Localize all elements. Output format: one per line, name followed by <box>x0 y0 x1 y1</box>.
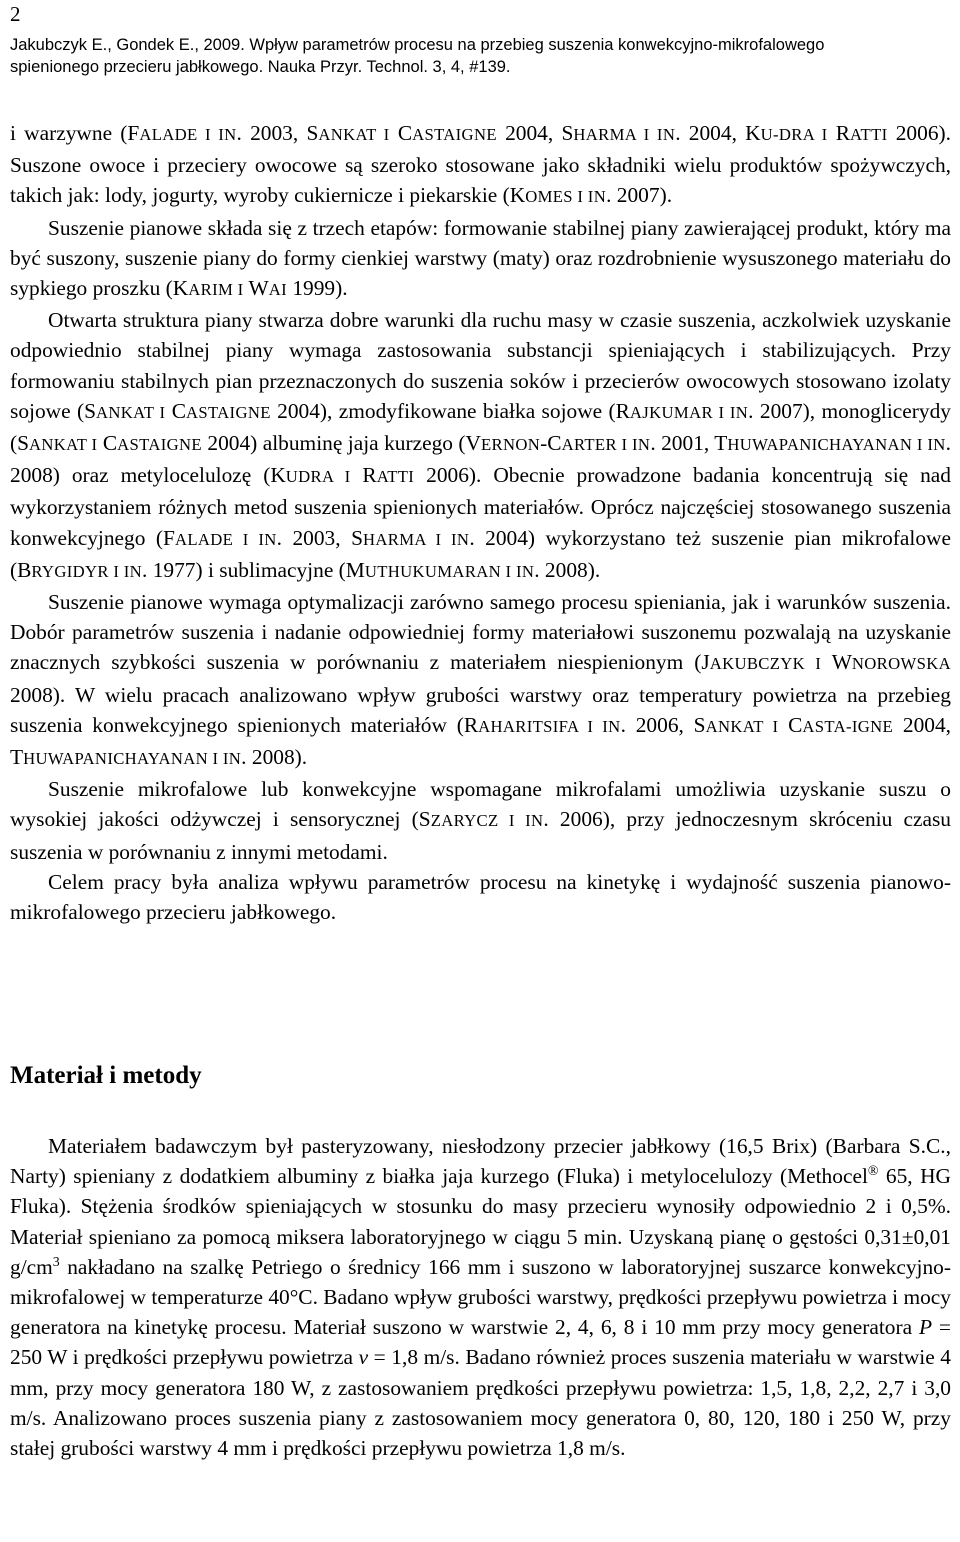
paragraph-4: Suszenie pianowe wymaga optymalizacji zarówno samego procesu spieniania, jak i warunków suszenia. Dobór parametrów suszenia i nadanie odpowiedniej formy materiałowi suszonemu pozwalają na uzyskanie znacznych szybkości suszenia w porównaniu z materiałem niespienionym (JAKUBCZYK I WNOROWSKA 2008). W wielu pracach analizowano wpływ grubości warstwy oraz temperatury powietrza na przebieg suszenia konwekcyjnego spienionych materiałów (RAHARITSIFA I IN. 2006, SANKAT I CASTA-IGNE 2004, THUWAPANICHAYANAN I IN. 2008). <box>10 590 952 770</box>
methods-paragraph: Materiałem badawczym był pasteryzowany, niesłodzony przecier jabłkowy (16,5 Brix) (Barbara S.C., Narty) spieniany z dodatkiem albuminy z białka jaja kurzego (Fluka) i metylocelulozy (Methocel® 65, HG Fluka). Stężenia środków spieniających w stosunku do masy przecieru wynosiły odpowiednio 2 i 0,5%. Materiał spieniano za pomocą miksera laboratoryjnego w ciągu 5 min. Uzyskaną pianę o gęstości 0,31±0,01 $g/cm^3$ nakładano na szalkę Petriego o średnicy 166 mm i suszono w laboratoryjnej suszarce konwekcyjno-mikrofalowej w temperaturze 40°C. Badano wpływ grubości warstwy, prędkości przepływu powietrza i mocy generatora na kinetykę procesu. Materiał suszono w warstwie 2, 4, 6, 8 i 10 mm przy mocy generatora P = 250 W i prędkości przepływu powietrza v = 1,8 m/s. Badano również proces suszenia materiału w warstwie 4 mm, przy mocy generatora 180 W, z zastosowaniem prędkości przepływu powietrza: 1,5, 1,8, 2,2, 2,7 i 3,0 m/s. Analizowano proces suszenia piany z zastosowaniem mocy generatora 0, 80, 120, 180 i 250 W, przy stałej grubości warstwy 4 mm i prędkości przepływu powietrza 1,8 m/s. <box>10 1134 951 1461</box>
citation-header <box>10 34 955 78</box>
superscript-3: 3 <box>52 1254 60 1270</box>
registered-mark: ® <box>867 1164 879 1180</box>
methods-body <box>10 1131 951 1463</box>
paragraph-5: Suszenie mikrofalowe lub konwekcyjne wspomagane mikrofalami umożliwia uzyskanie suszu o wysokiej jakości odżywczej i sensorycznej (SZARYCZ I IN. 2006), przy jednoczesnym skróceniu czasu suszenia w porównaniu z innymi metodami. <box>10 777 951 864</box>
citation-line-2: spienionego przecieru jabłkowego. Nauka Przyr. Technol. 3, 4, #139. <box>10 58 511 76</box>
section-title: Materiał i metody <box>10 1062 202 1089</box>
paragraph-3: Otwarta struktura piany stwarza dobre warunki dla ruchu masy w czasie suszenia, aczkolwiek uzyskanie odpowiednio stabilnej piany wymaga zastosowania substancji spieniających i stabilizujących. Przy formowaniu stabilnych pian przeznaczonych do suszenia soków i przecierów owocowych stosowano izolaty sojowe (SANKAT I CASTAIGNE 2004), zmodyfikowane białka sojowe (RAJKUMAR I IN. 2007), monoglicerydy (SANKAT I CASTAIGNE 2004) albuminę jaja kurzego (VERNON-CARTER I IN. 2001, THUWAPANICHAYANAN I IN. 2008) oraz metylocelulozę (KUDRA I RATTI 2006). Obecnie prowadzone badania koncentrują się nad wykorzystaniem różnych metod suszenia spienionych materiałów. Oprócz najczęściej stosowanego suszenia konwekcyjnego (FALADE I IN. 2003, SHARMA I IN. 2004) wykorzystano też suszenie pian mikrofalowe (BRYGIDYR I IN. 1977) i sublimacyjne (MUTHUKUMARAN I IN. 2008). <box>10 308 952 582</box>
page-number: 2 <box>10 2 21 26</box>
paragraph-6: Celem pracy była analiza wpływu parametrów procesu na kinetykę i wydajność suszenia pianowo-mikrofalowego przecieru jabłkowego. <box>10 869 951 925</box>
introduction-body <box>10 118 951 927</box>
paragraph-2: Suszenie pianowe składa się z trzech etapów: formowanie stabilnej piany zawierającej produkt, który ma być suszony, suszenie piany do formy cienkiej warstwy (maty) oraz rozdrobnienie wysuszonego materiału do sypkiego proszku (KARIM I WAI 1999). <box>10 215 951 301</box>
citation-line-1: Jakubczyk E., Gondek E., 2009. Wpływ parametrów procesu na przebieg suszenia konwekcyjno-mikrofalowego <box>10 36 825 54</box>
paragraph-1: i warzywne (FALADE I IN. 2003, SANKAT I CASTAIGNE 2004, SHARMA I IN. 2004, KU-DRA I RATTI 2006). Suszone owoce i przeciery owocowe są szeroko stosowane jako składniki wielu produktów spożywczych, takich jak: lody, jogurty, wyroby cukiernicze i piekarskie (KOMES I IN. 2007). <box>10 121 951 208</box>
